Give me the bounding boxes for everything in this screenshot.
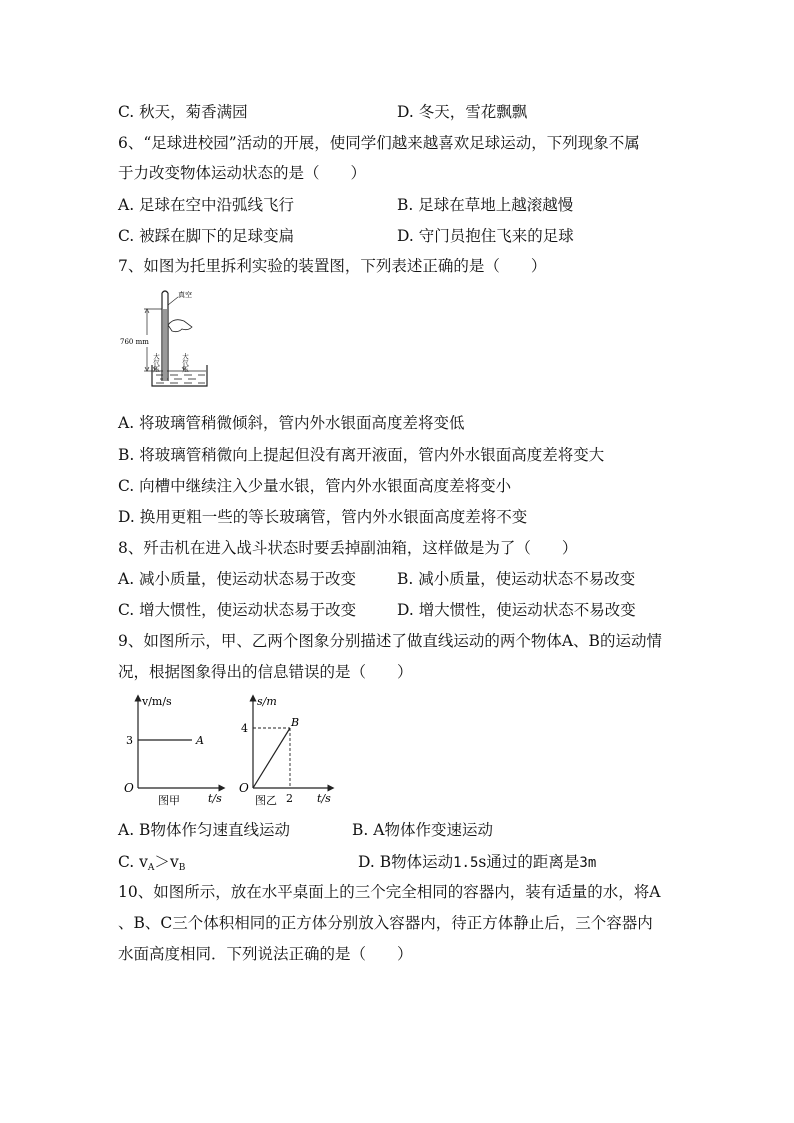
- q9-option-c: C. $v_A>v_B$: [118, 853, 186, 873]
- q7-option-b: B. 将玻璃管稍微向上提起但没有离开液面，管内外水银面高度差将变大: [118, 446, 605, 464]
- q9-stem-line2: 况，根据图象得出的信息错误的是（ ）: [118, 663, 413, 681]
- q8-option-c: C. 增大惯性，使运动状态易于改变: [118, 601, 357, 619]
- q6-stem-line1: 6、“足球进校园”活动的开展，使同学们越来越喜欢足球运动，下列现象不属: [118, 134, 640, 152]
- jia-xlabel: t/s: [208, 792, 222, 805]
- q8-stem: 8、歼击机在进入战斗状态时要丢掉副油箱，这样做是为了（ ）: [118, 539, 578, 557]
- q7-option-a: A. 将玻璃管稍微倾斜，管内外水银面高度差将变低: [118, 414, 465, 432]
- yi-origin: O: [239, 781, 249, 795]
- q9-stem-line1: 9、如图所示，甲、乙两个图象分别描述了做直线运动的两个物体A、B的运动情: [118, 632, 662, 650]
- jia-origin: O: [124, 781, 134, 795]
- graph-jia: [118, 692, 230, 808]
- yi-xlabel: t/s: [317, 792, 331, 805]
- q10-stem-line3: 水面高度相同．下列说法正确的是（ ）: [118, 945, 413, 963]
- q9-option-b: B. A物体作变速运动: [352, 821, 493, 839]
- yi-ytick: 4: [241, 722, 248, 735]
- yi-displacement-line-b: [253, 728, 290, 788]
- q6-stem-line2: 于力改变物体运动状态的是（ ）: [118, 164, 367, 182]
- jia-ylabel: v/m/s: [142, 695, 172, 708]
- q6-option-d: D. 守门员抱住飞来的足球: [397, 227, 574, 245]
- q7-option-d: D. 换用更粗一些的等长玻璃管，管内外水银面高度差将不变: [118, 508, 528, 526]
- q5-option-c: C. 秋天，菊香满园: [118, 103, 248, 121]
- q10-stem-line1: 10、如图所示，放在水平桌面上的三个完全相同的容器内，装有适量的水，将A: [118, 883, 661, 901]
- yi-xtick: 2: [286, 792, 293, 805]
- q7-option-c: C. 向槽中继续注入少量水银，管内外水银面高度差将变小: [118, 477, 512, 495]
- q8-option-d: D. 增大惯性，使运动状态不易改变: [397, 601, 636, 619]
- q6-option-c: C. 被踩在脚下的足球变扁: [118, 227, 295, 245]
- graph-yi: [233, 692, 339, 808]
- q10-stem-line2: 、B、C三个体积相同的正方体分别放入容器内，待正方体静止后，三个容器内: [118, 914, 653, 932]
- yi-ylabel: s/m: [257, 695, 277, 708]
- mercury-surface: [153, 371, 206, 383]
- jia-ytick: 3: [126, 734, 133, 747]
- jia-line-label: A: [196, 734, 204, 747]
- q5-option-d: D. 冬天，雪花飘飘: [397, 103, 528, 121]
- q6-option-a: A. 足球在空中沿弧线飞行: [118, 196, 295, 214]
- height-label: 760 mm: [120, 338, 149, 346]
- vacuum-label: 真空: [178, 291, 192, 299]
- glass-tube: [162, 291, 168, 381]
- q8-option-a: A. 减小质量，使运动状态易于改变: [118, 570, 357, 588]
- q9-option-d: D. B物体运动1.5s通过的距离是3m: [358, 853, 597, 871]
- q9-option-a: A. B物体作匀速直线运动: [118, 821, 290, 839]
- atm-pressure-left: 大气压: [152, 353, 160, 373]
- q7-stem: 7、如图为托里拆利实验的装置图，下列表述正确的是（ ）: [118, 257, 547, 275]
- hand-drawing: [168, 320, 192, 332]
- yi-line-label: B: [291, 716, 300, 729]
- q6-option-b: B. 足球在草地上越滚越慢: [397, 196, 574, 214]
- torricelli-figure: [118, 285, 218, 395]
- yi-caption: 图乙: [255, 794, 277, 807]
- atm-pressure-right: 大气压: [181, 353, 189, 373]
- jia-caption: 图甲: [158, 794, 180, 807]
- q8-option-b: B. 减小质量，使运动状态不易改变: [397, 570, 636, 588]
